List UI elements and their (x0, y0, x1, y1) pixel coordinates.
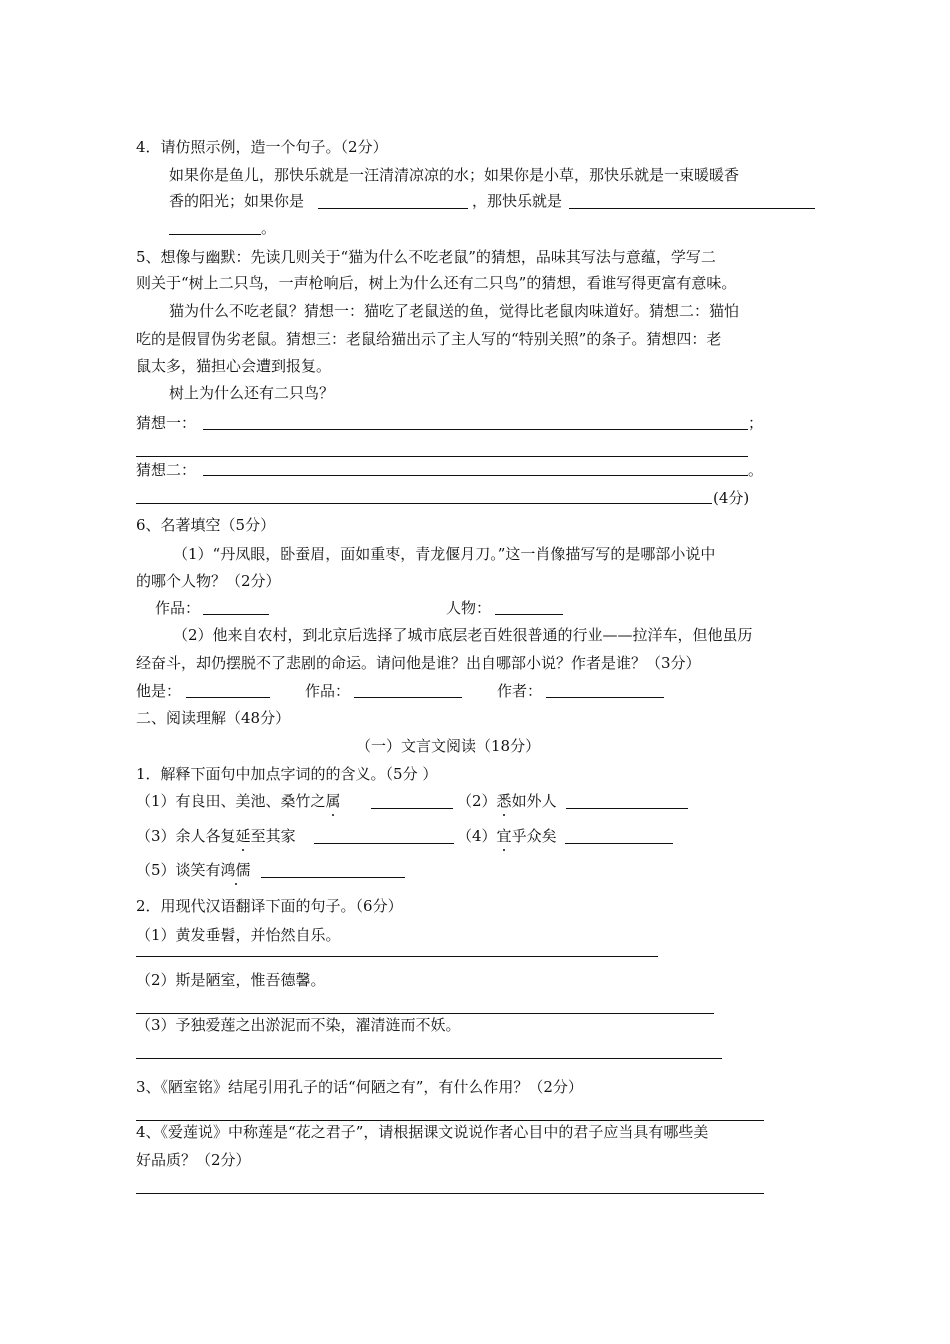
q6-person-label: 人物： (446, 599, 492, 617)
r3-answer-blank[interactable] (136, 1120, 764, 1121)
q6-part2-line1: （2）他来自农村，到北京后选择了城市底层老百姓很普通的行业——拉洋车，但他虽历 (173, 626, 753, 644)
r1-item4: （4）宜乎众矣 (457, 827, 557, 845)
q5-guess1-blank-2[interactable] (136, 456, 748, 457)
r2-title: 2．用现代汉语翻译下面的句子。（6分） (136, 897, 403, 915)
q6-work2-label: 作品： (305, 682, 351, 700)
section2-subtitle: （一）文言文阅读（18分） (356, 737, 541, 755)
r1-item1-dotted: 属 (325, 792, 341, 810)
r1-item2-dotted: 悉 (496, 792, 512, 810)
q6-part1-line2: 的哪个人物？（2分） (136, 572, 281, 590)
r1-item2-blank[interactable] (566, 808, 688, 809)
q4-title: 4．请仿照示例，造一个句子。（2分） (136, 138, 388, 156)
r1-item3: （3）余人各复延至其家 (136, 827, 296, 845)
r4-title-line1: 4、《爱莲说》中称莲是“花之君子”，请根据课文说说作者心目中的君子应当具有哪些美 (136, 1123, 709, 1141)
q5-title-line2: 则关于“树上二只鸟，一声枪响后，树上为什么还有二只鸟”的猜想，看谁写得更富有意味。 (136, 274, 737, 292)
q6-person-blank[interactable] (495, 614, 563, 615)
q6-he-blank[interactable] (186, 697, 270, 698)
r1-item3-blank[interactable] (314, 843, 454, 844)
q5-question: 树上为什么还有二只鸟？ (169, 384, 335, 402)
r2-sentence2-blank[interactable] (136, 1013, 714, 1014)
q5-guess2-period: 。 (748, 461, 764, 479)
r1-title: 1．解释下面句中加点字词的的含义。（5分 ） (136, 765, 438, 783)
r1-item5: （5）谈笑有鸿儒 (136, 861, 251, 879)
r3-title: 3、《陋室铭》结尾引用孔子的话“何陋之有”，有什么作用？（2分） (136, 1078, 583, 1096)
q5-example-line1: 猫为什么不吃老鼠？猜想一：猫吃了老鼠送的鱼，觉得比老鼠肉味道好。猜想二：猫怕 (169, 302, 740, 320)
r1-item5-blank[interactable] (261, 877, 405, 878)
r1-item2: （2）悉如外人 (457, 792, 557, 810)
q4-end-mark: 。 (261, 219, 277, 237)
r4-title-line2: 好品质？（2分） (136, 1151, 251, 1169)
q5-example-line2: 吃的是假冒伪劣老鼠。猜想三：老鼠给猫出示了主人写的“特别关照”的条子。猜想四：老 (136, 330, 722, 348)
r2-sentence3: （3）予独爱莲之出淤泥而不染，濯清涟而不妖。 (136, 1016, 461, 1034)
q5-guess1-blank[interactable] (203, 429, 748, 430)
q6-author-label: 作者： (497, 682, 543, 700)
q5-score: (4分) (713, 489, 750, 507)
q6-title: 6、名著填空（5分） (136, 516, 276, 534)
r1-item1-blank[interactable] (371, 808, 453, 809)
q4-line2-mid: ，那快乐就是 (472, 192, 563, 210)
q5-guess2-label: 猜想二： (136, 461, 197, 479)
q5-guess2-blank[interactable] (203, 475, 748, 476)
q6-work-blank[interactable] (203, 614, 269, 615)
q4-blank-1[interactable] (318, 208, 468, 209)
q6-part2-line2: 经奋斗，却仍摆脱不了悲剧的命运。请问他是谁？出自哪部小说？作者是谁？（3分） (136, 654, 701, 672)
q6-work-label: 作品： (155, 599, 201, 617)
r1-item5-dotted: 鸿儒 (220, 861, 251, 879)
q4-blank-3[interactable] (169, 234, 261, 235)
q6-he-label: 他是： (136, 682, 182, 700)
q4-example-line1: 如果你是鱼儿，那快乐就是一汪清清凉凉的水；如果你是小草，那快乐就是一束暖暖香 (169, 166, 740, 184)
q5-title-line1: 5、想像与幽默：先读几则关于“猫为什么不吃老鼠”的猜想，品味其写法与意蕴，学写二 (136, 248, 716, 266)
q6-author-blank[interactable] (546, 697, 664, 698)
q5-example-line3: 鼠太多，猫担心会遭到报复。 (136, 357, 332, 375)
r1-item1: （1）有良田、美池、桑竹之属 (136, 792, 341, 810)
q5-guess2-blank-2[interactable] (136, 503, 712, 504)
r1-item4-dotted: 宜 (496, 827, 512, 845)
q6-part1-line1: （1）“丹凤眼，卧蚕眉，面如重枣，青龙偃月刀。”这一肖像描写写的是哪部小说中 (173, 545, 716, 563)
q4-blank-2[interactable] (569, 208, 815, 209)
r1-item4-blank[interactable] (565, 843, 673, 844)
r1-item3-dotted: 延 (235, 827, 251, 845)
r2-sentence3-blank[interactable] (136, 1058, 722, 1059)
r2-sentence1-blank[interactable] (136, 956, 658, 957)
q6-work2-blank[interactable] (354, 697, 462, 698)
q5-guess1-label: 猜想一： (136, 414, 197, 432)
section2-title: 二、阅读理解（48分） (136, 709, 291, 727)
r2-sentence1: （1）黄发垂髫，并怡然自乐。 (136, 926, 341, 944)
r2-sentence2: （2）斯是陋室，惟吾德馨。 (136, 971, 326, 989)
q4-line2-start: 香的阳光；如果你是 (169, 192, 305, 210)
r4-answer-blank[interactable] (136, 1193, 764, 1194)
q5-guess1-semicolon: ； (748, 414, 764, 432)
